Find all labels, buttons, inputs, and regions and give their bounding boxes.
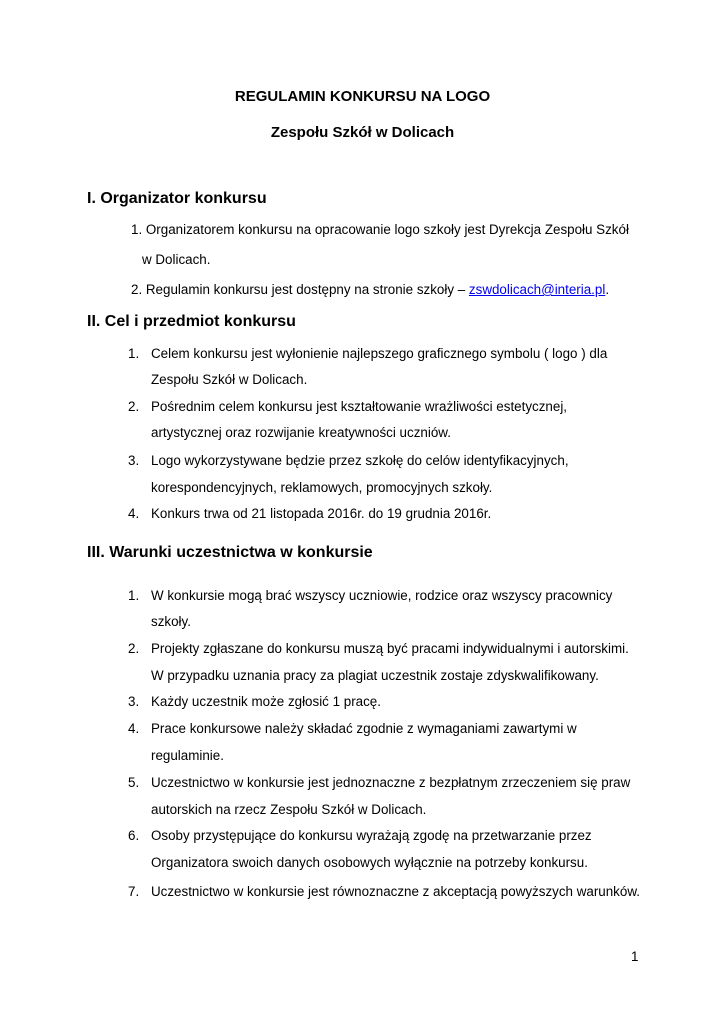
section-3-item-line: autorskich na rzecz Zespołu Szkół w Dolicach. — [151, 802, 427, 817]
section-1-item-1-line-1: 1. Organizatorem konkursu na opracowanie logo szkoły jest Dyrekcja Zespołu Szkół — [131, 222, 629, 237]
section-2-item-line: Pośrednim celem konkursu jest kształtowanie wrażliwości estetycznej, — [151, 399, 568, 414]
section-1-item-2 — [131, 282, 609, 297]
section-3-item-line: Uczestnictwo w konkursie jest równoznaczne z akceptacją powyższych warunków. — [151, 884, 640, 899]
section-2-item-line: Celem konkursu jest wyłonienie najlepszego graficznego symbolu ( logo ) dla — [151, 346, 608, 361]
page-number: 1 — [631, 949, 639, 964]
section-3-item-line: regulaminie. — [151, 748, 224, 763]
section-3-item-line: Prace konkursowe należy składać zgodnie z wymaganiami zawartymi w — [151, 721, 577, 736]
section-1-item-2-text: 2. Regulamin konkursu jest dostępny na stronie szkoły – — [131, 282, 469, 297]
section-2-item-line: Logo wykorzystywane będzie przez szkołę do celów identyfikacyjnych, — [151, 453, 569, 468]
section-3-item-number: 2. — [128, 641, 140, 656]
section-2-item-number: 3. — [128, 453, 140, 468]
section-2-heading: II. Cel i przedmiot konkursu — [87, 313, 296, 330]
document-title: REGULAMIN KONKURSU NA LOGO — [234, 88, 491, 105]
section-3-item-line: szkoły. — [151, 614, 191, 629]
section-2-item-line: Konkurs trwa od 21 listopada 2016r. do 19 grudnia 2016r. — [151, 506, 492, 521]
section-3-item-number: 3. — [128, 694, 140, 709]
school-email-link[interactable]: zswdolicach@interia.pl — [468, 282, 606, 297]
section-3-item-number: 1. — [128, 588, 140, 603]
section-3-heading: III. Warunki uczestnictwa w konkursie — [87, 544, 373, 561]
section-3-item-number: 6. — [128, 828, 140, 843]
section-3-item-line: Uczestnictwo w konkursie jest jednoznaczne z bezpłatnym zrzeczeniem się praw — [151, 775, 631, 790]
section-2-item-line: Zespołu Szkół w Dolicach. — [151, 372, 308, 387]
section-3-item-line: Projekty zgłaszane do konkursu muszą być pracami indywidualnymi i autorskimi. — [151, 641, 629, 656]
section-3-item-line: W konkursie mogą brać wszyscy uczniowie, rodzice oraz wszyscy pracownicy — [151, 588, 613, 603]
section-3-item-number: 4. — [128, 721, 140, 736]
section-3-item-number: 7. — [128, 884, 140, 899]
section-3-item-line: Osoby przystępujące do konkursu wyrażają zgodę na przetwarzanie przez — [151, 828, 592, 843]
section-3-item-line: Każdy uczestnik może zgłosić 1 pracę. — [151, 694, 381, 709]
section-1-item-2-suffix: . — [605, 282, 610, 297]
section-1-item-1-line-2: w Dolicach. — [142, 252, 211, 267]
section-3-item-line: W przypadku uznania pracy za plagiat uczestnik zostaje zdyskwalifikowany. — [151, 668, 599, 683]
section-1-heading: I. Organizator konkursu — [87, 190, 267, 207]
section-2-item-number: 2. — [128, 399, 140, 414]
document-subtitle: Zespołu Szkół w Dolicach — [270, 124, 455, 141]
section-3-item-line: Organizatora swoich danych osobowych wyłącznie na potrzeby konkursu. — [151, 855, 588, 870]
section-2-item-number: 1. — [128, 346, 140, 361]
section-2-item-number: 4. — [128, 506, 140, 521]
section-3-item-number: 5. — [128, 775, 140, 790]
section-2-item-line: artystycznej oraz rozwijanie kreatywności uczniów. — [151, 425, 451, 440]
section-2-item-line: korespondencyjnych, reklamowych, promocyjnych szkoły. — [151, 480, 493, 495]
